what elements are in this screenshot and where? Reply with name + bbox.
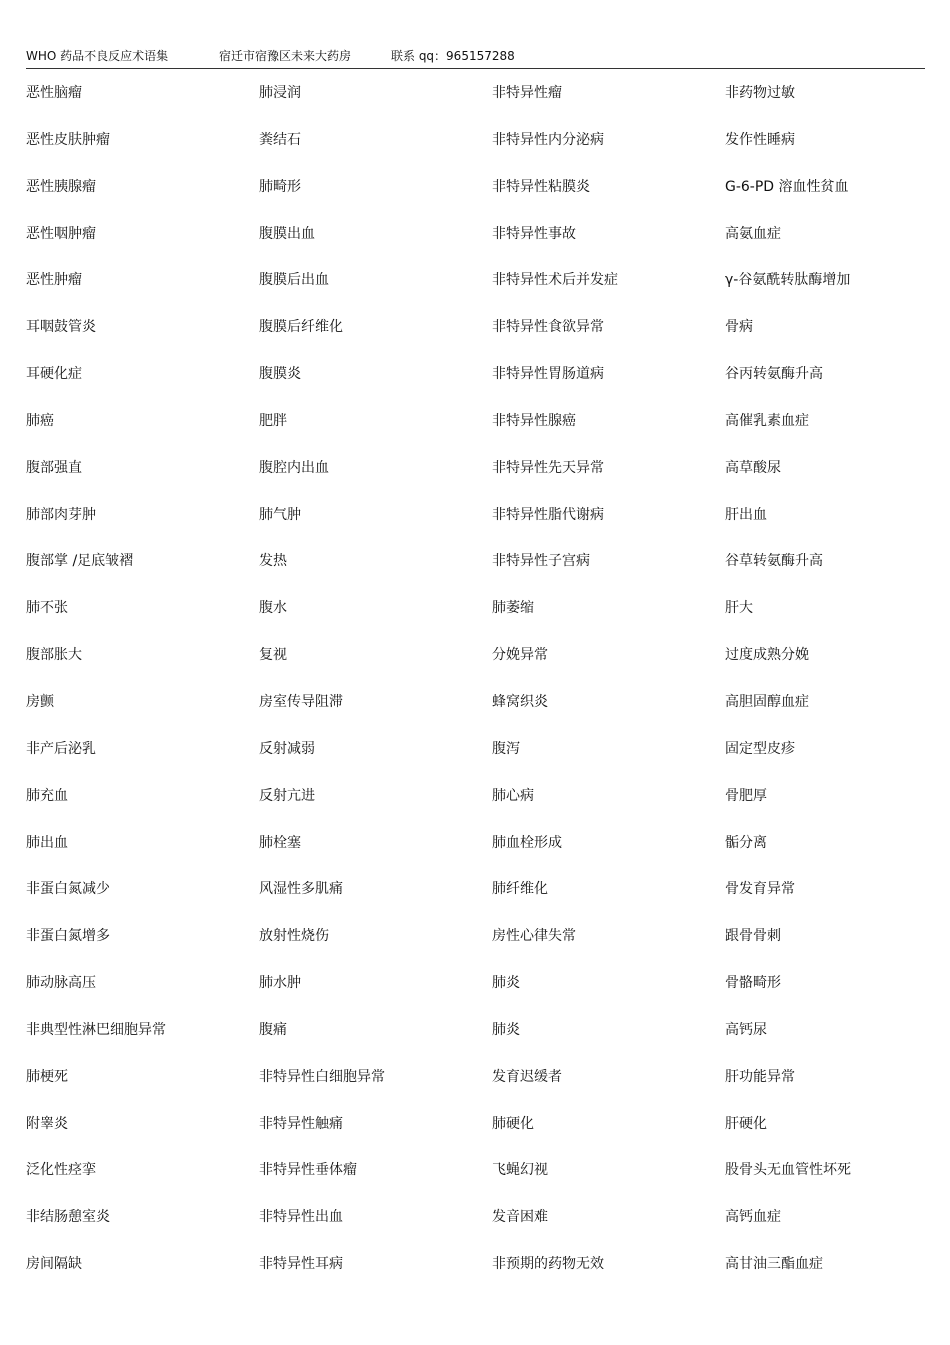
term-cell: 非特异性瘤 xyxy=(492,85,562,101)
table-row xyxy=(26,1068,926,1115)
term-cell: 固定型皮疹 xyxy=(725,740,795,757)
table-row xyxy=(26,84,926,131)
term-cell: 粪结石 xyxy=(259,131,301,148)
term-cell: 肺动脉高压 xyxy=(26,975,96,992)
term-cell: 高氨血症 xyxy=(725,225,781,242)
table-row xyxy=(26,1208,926,1255)
table-row xyxy=(26,599,926,646)
term-cell: 发作性睡病 xyxy=(725,131,795,148)
term-cell: 谷丙转氨酶升高 xyxy=(725,366,823,383)
term-cell: 房颤 xyxy=(26,693,54,710)
term-cell: 非产后泌乳 xyxy=(26,740,96,757)
header-title: WHO 药品不良反应术语集 xyxy=(26,49,169,63)
table-row xyxy=(26,1021,926,1068)
term-cell: 高甘油三酯血症 xyxy=(725,1256,823,1273)
table-row xyxy=(26,365,926,412)
term-cell: 附睾炎 xyxy=(26,1115,68,1132)
term-cell: 放射性烧伤 xyxy=(259,928,329,945)
term-cell: 肺梗死 xyxy=(26,1068,68,1085)
term-cell: 非预期的药物无效 xyxy=(492,1256,604,1273)
term-cell: 肝大 xyxy=(725,600,753,617)
term-cell: 房间隔缺 xyxy=(26,1256,82,1273)
table-row xyxy=(26,318,926,365)
term-cell: 泛化性痉挛 xyxy=(26,1162,96,1179)
term-cell: 非特异性事故 xyxy=(492,225,576,242)
term-cell: 发音困难 xyxy=(492,1209,548,1226)
term-cell: 骺分离 xyxy=(725,834,767,851)
term-cell: 骨肥厚 xyxy=(725,787,767,804)
term-cell: 非蛋白氮减少 xyxy=(26,881,110,898)
term-cell: 过度成熟分娩 xyxy=(725,647,809,664)
term-cell: 高钙尿 xyxy=(725,1021,767,1038)
term-cell: 非特异性粘膜炎 xyxy=(492,178,590,195)
term-cell: 房性心律失常 xyxy=(492,928,576,945)
term-cell: 肝功能异常 xyxy=(725,1068,795,1085)
term-cell: 肝硬化 xyxy=(725,1115,767,1132)
term-cell: 恶性咽肿瘤 xyxy=(26,225,96,242)
term-cell: 肺心病 xyxy=(492,787,534,804)
table-row xyxy=(26,880,926,927)
term-cell: γ-谷氨酰转肽酶增加 xyxy=(725,272,851,289)
table-row xyxy=(26,927,926,974)
term-cell: 蜂窝织炎 xyxy=(492,693,548,710)
term-cell: 发育迟缓者 xyxy=(492,1068,562,1085)
term-cell: 肺畸形 xyxy=(259,178,301,195)
term-cell: 肥胖 xyxy=(259,412,287,429)
header-store: 宿迁市宿豫区未来大药房 xyxy=(219,49,352,63)
term-cell: 肝出血 xyxy=(725,506,767,523)
term-cell: 肺炎 xyxy=(492,975,520,992)
term-cell: 肺纤维化 xyxy=(492,881,548,898)
table-row xyxy=(26,506,926,553)
term-cell: 腹部胀大 xyxy=(26,647,82,664)
table-row xyxy=(26,1115,926,1162)
term-cell: 反射减弱 xyxy=(259,740,315,757)
term-cell: 非特异性出血 xyxy=(259,1209,343,1226)
term-cell: 股骨头无血管性坏死 xyxy=(725,1162,851,1179)
term-cell: 腹部掌 /足底皱褶 xyxy=(26,553,134,570)
term-cell: 肺血栓形成 xyxy=(492,834,562,851)
table-row xyxy=(26,834,926,881)
term-cell: 腹膜出血 xyxy=(259,225,315,242)
table-row xyxy=(26,787,926,834)
term-cell: 骨病 xyxy=(725,319,753,336)
term-cell: 高催乳素血症 xyxy=(725,412,809,429)
term-cell: 肺不张 xyxy=(26,600,68,617)
term-cell: 腹膜后纤维化 xyxy=(259,319,343,336)
term-cell: 非特异性脂代谢病 xyxy=(492,506,604,523)
table-row xyxy=(26,646,926,693)
term-cell: 腹水 xyxy=(259,600,287,617)
table-row xyxy=(26,974,926,1021)
term-cell: 跟骨骨刺 xyxy=(725,928,781,945)
term-cell: 非药物过敏 xyxy=(725,85,795,101)
term-cell: 骨发育异常 xyxy=(725,881,795,898)
header-divider xyxy=(26,68,925,69)
term-cell: 非结肠憩室炎 xyxy=(26,1209,110,1226)
term-cell: 腹部强直 xyxy=(26,459,82,476)
term-cell: 非特异性内分泌病 xyxy=(492,131,604,148)
term-cell: 分娩异常 xyxy=(492,647,548,664)
term-cell: 肺充血 xyxy=(26,787,68,804)
term-cell: 肺浸润 xyxy=(259,85,301,101)
term-cell: 肺部肉芽肿 xyxy=(26,506,96,523)
term-cell: 房室传导阻滞 xyxy=(259,693,343,710)
term-cell: 非特异性垂体瘤 xyxy=(259,1162,357,1179)
term-cell: 反射亢进 xyxy=(259,787,315,804)
table-row xyxy=(26,1255,926,1302)
term-cell: 高钙血症 xyxy=(725,1209,781,1226)
term-cell: 腹痛 xyxy=(259,1021,287,1038)
term-cell: 非特异性先天异常 xyxy=(492,459,604,476)
term-cell: 风湿性多肌痛 xyxy=(259,881,343,898)
term-table xyxy=(26,84,926,1302)
table-row xyxy=(26,271,926,318)
term-cell: 肺水肿 xyxy=(259,975,301,992)
term-cell: 飞蝇幻视 xyxy=(492,1162,548,1179)
term-cell: 非特异性胃肠道病 xyxy=(492,366,604,383)
term-cell: 腹膜炎 xyxy=(259,366,301,383)
term-cell: 肺出血 xyxy=(26,834,68,851)
table-row xyxy=(26,740,926,787)
term-cell: 肺栓塞 xyxy=(259,834,301,851)
table-row xyxy=(26,178,926,225)
term-cell: 骨骼畸形 xyxy=(725,975,781,992)
term-cell: 发热 xyxy=(259,553,287,570)
term-cell: 肺硬化 xyxy=(492,1115,534,1132)
term-cell: 非蛋白氮增多 xyxy=(26,928,110,945)
term-cell: 肺萎缩 xyxy=(492,600,534,617)
term-cell: 肺气肿 xyxy=(259,506,301,523)
term-cell: 非特异性食欲异常 xyxy=(492,319,604,336)
term-cell: 肺癌 xyxy=(26,412,54,429)
term-cell: 恶性皮肤肿瘤 xyxy=(26,131,110,148)
term-cell: 非特异性白细胞异常 xyxy=(259,1068,385,1085)
term-cell: 耳咽鼓管炎 xyxy=(26,319,96,336)
table-row xyxy=(26,552,926,599)
term-cell: 肺炎 xyxy=(492,1021,520,1038)
term-cell: 非特异性耳病 xyxy=(259,1256,343,1273)
term-cell: 腹膜后出血 xyxy=(259,272,329,289)
term-cell: 非特异性触痛 xyxy=(259,1115,343,1132)
term-cell: 腹泻 xyxy=(492,740,520,757)
header-contact: 联系 qq：965157288 xyxy=(391,49,515,63)
term-cell: 非典型性淋巴细胞异常 xyxy=(26,1021,166,1038)
term-cell: 恶性脑瘤 xyxy=(26,85,82,101)
term-cell: 非特异性腺癌 xyxy=(492,412,576,429)
table-row xyxy=(26,693,926,740)
table-row xyxy=(26,225,926,272)
term-cell: 高胆固醇血症 xyxy=(725,693,809,710)
term-cell: 谷草转氨酶升高 xyxy=(725,553,823,570)
table-row xyxy=(26,131,926,178)
page-header xyxy=(26,49,925,63)
term-cell: 腹腔内出血 xyxy=(259,459,329,476)
table-row xyxy=(26,1161,926,1208)
table-row xyxy=(26,412,926,459)
term-cell: 复视 xyxy=(259,647,287,664)
term-cell: 高草酸尿 xyxy=(725,459,781,476)
table-row xyxy=(26,459,926,506)
term-cell: 恶性胰腺瘤 xyxy=(26,178,96,195)
term-cell: 耳硬化症 xyxy=(26,366,82,383)
term-cell: G-6-PD 溶血性贫血 xyxy=(725,178,849,195)
term-cell: 非特异性术后并发症 xyxy=(492,272,618,289)
term-cell: 恶性肿瘤 xyxy=(26,272,82,289)
term-cell: 非特异性子宫病 xyxy=(492,553,590,570)
